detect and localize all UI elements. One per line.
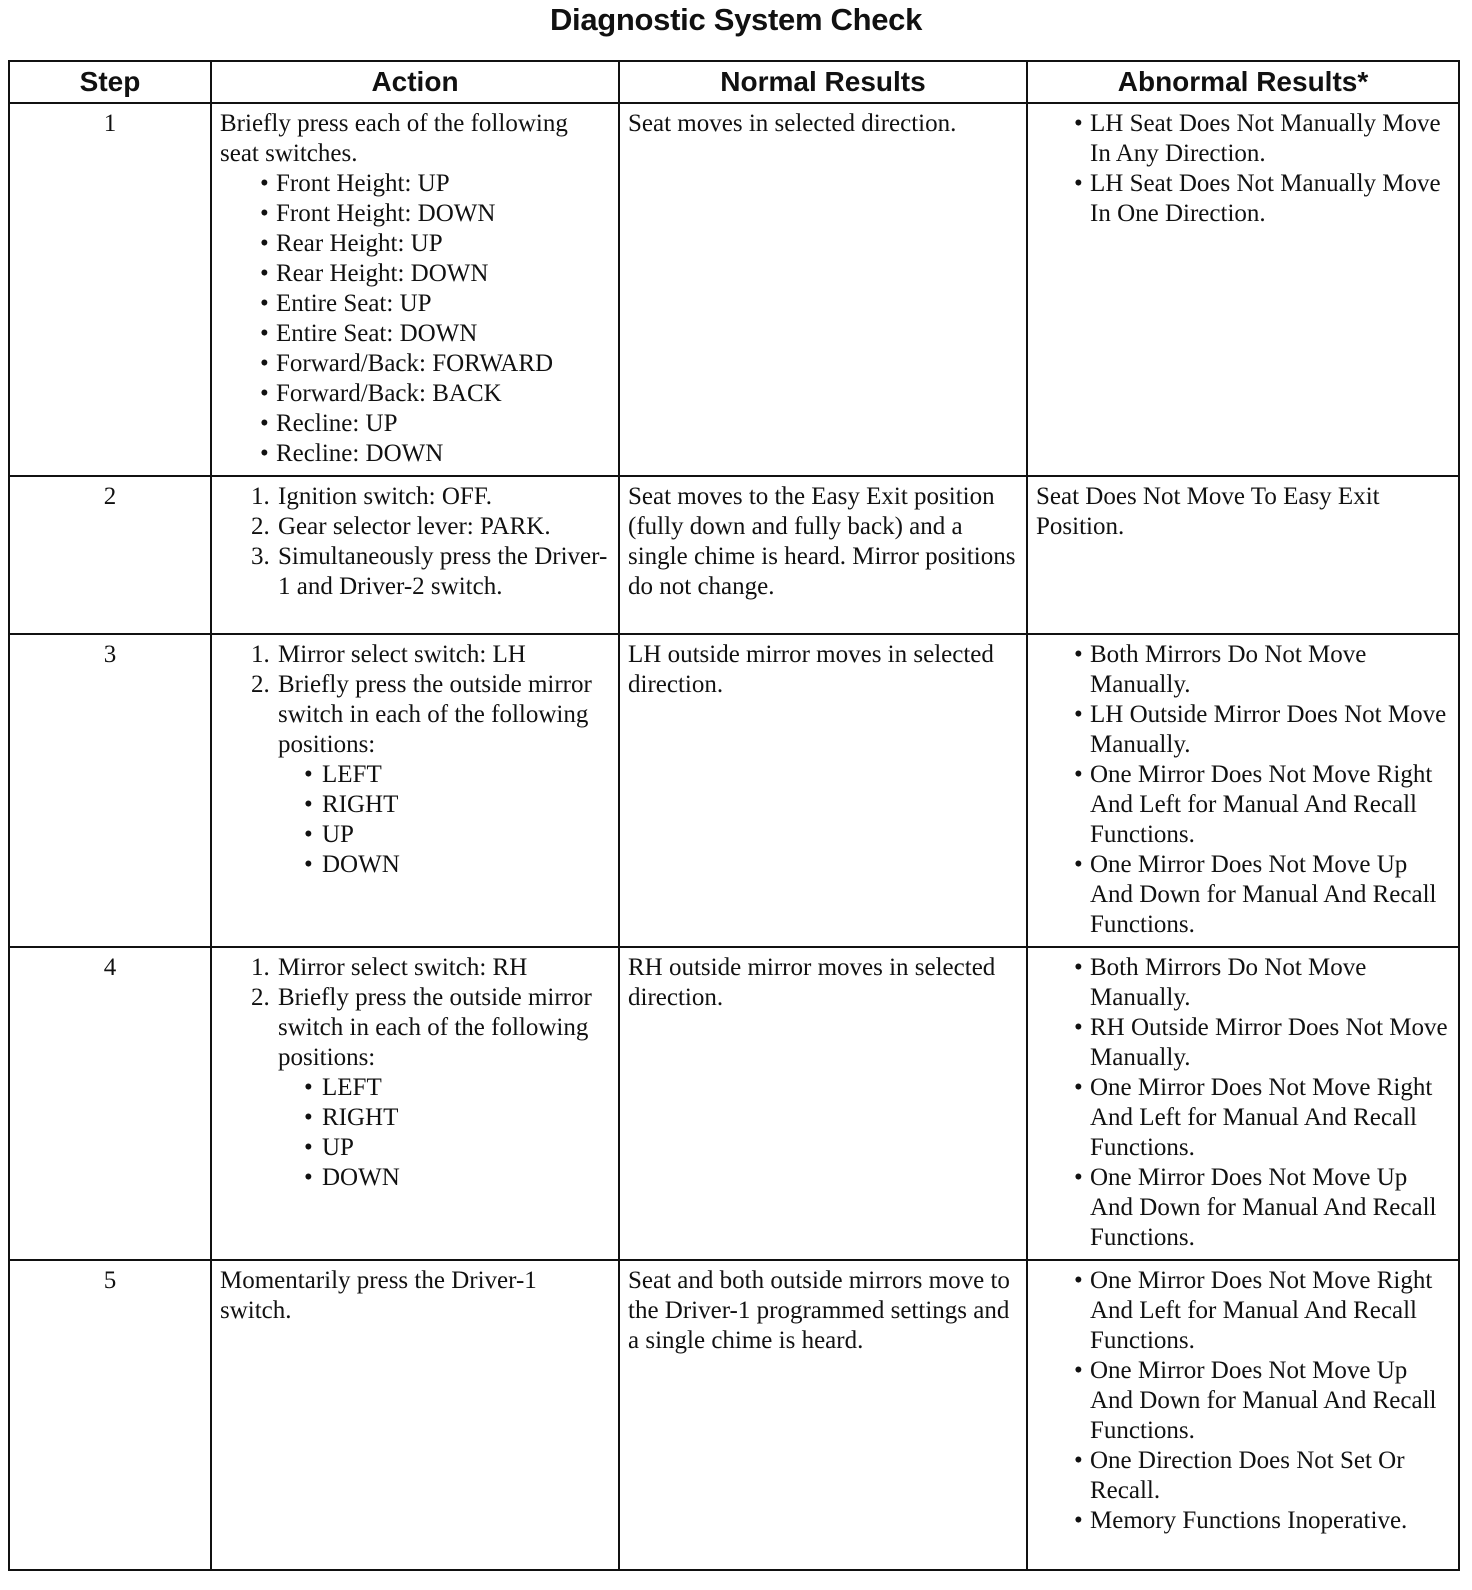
table-row-step-1 [9, 103, 1459, 476]
abnormal-list [1036, 1266, 1450, 1536]
abnormal-results-cell [1027, 1260, 1459, 1570]
list-item: • One Mirror Does Not Move Up And Down for Manual And Recall Functions. [1090, 1163, 1450, 1253]
list-item: • LEFT [320, 760, 610, 790]
list-item: • One Mirror Does Not Move Right And Left for Manual And Recall Functions. [1090, 1073, 1450, 1163]
list-item: • Rear Height: DOWN [276, 259, 610, 289]
list-item: • RH Outside Mirror Does Not Move Manually. [1090, 1013, 1450, 1073]
action-cell [211, 634, 619, 947]
list-item: • Entire Seat: UP [276, 289, 610, 319]
mirror-position-list [278, 760, 610, 880]
list-item: • Front Height: UP [276, 169, 610, 199]
header-row [9, 61, 1459, 103]
list-item: • DOWN [320, 850, 610, 880]
normal-results-cell: Seat and both outside mirrors move to the Driver-1 programmed settings and a single chime is heard. [619, 1260, 1027, 1570]
list-item: 1. Ignition switch: OFF. [276, 482, 610, 512]
step-number: 5 [9, 1260, 211, 1570]
header-abnormal-results: Abnormal Results* [1027, 61, 1459, 103]
list-item: • Rear Height: UP [276, 229, 610, 259]
list-item-text: Briefly press the outside mirror switch in each of the following positions: [278, 984, 592, 1071]
action-cell: Momentarily press the Driver-1 switch. [211, 1260, 619, 1570]
abnormal-results-cell: Seat Does Not Move To Easy Exit Position. [1027, 476, 1459, 634]
normal-results-cell: RH outside mirror moves in selected direction. [619, 947, 1027, 1260]
seat-switch-list [220, 169, 610, 469]
normal-results-cell: Seat moves to the Easy Exit position (fully down and fully back) and a single chime is heard. Mirror positions do not change. [619, 476, 1027, 634]
list-item: • Forward/Back: FORWARD [276, 349, 610, 379]
list-item: • One Mirror Does Not Move Up And Down for Manual And Recall Functions. [1090, 1356, 1450, 1446]
list-item: • One Mirror Does Not Move Right And Left for Manual And Recall Functions. [1090, 760, 1450, 850]
action-steps-list [220, 482, 610, 602]
action-cell [211, 103, 619, 476]
list-item: • One Mirror Does Not Move Up And Down for Manual And Recall Functions. [1090, 850, 1450, 940]
action-steps-list [220, 953, 610, 1193]
list-item: • Both Mirrors Do Not Move Manually. [1090, 953, 1450, 1013]
list-item: • Front Height: DOWN [276, 199, 610, 229]
page-title: Diagnostic System Check [549, 2, 923, 37]
list-item: • UP [320, 820, 610, 850]
abnormal-results-cell [1027, 103, 1459, 476]
list-item: • Memory Functions Inoperative. [1090, 1506, 1450, 1536]
table-row-step-4 [9, 947, 1459, 1260]
header-action: Action [211, 61, 619, 103]
list-item: • Forward/Back: BACK [276, 379, 610, 409]
list-item: • One Mirror Does Not Move Right And Left for Manual And Recall Functions. [1090, 1266, 1450, 1356]
list-item: • UP [320, 1133, 610, 1163]
list-item: 1. Mirror select switch: LH [276, 640, 610, 670]
list-item: • LH Seat Does Not Manually Move In One Direction. [1090, 169, 1450, 229]
abnormal-results-cell [1027, 947, 1459, 1260]
header-normal-results: Normal Results [619, 61, 1027, 103]
list-item: • Recline: UP [276, 409, 610, 439]
table-row-step-5 [9, 1260, 1459, 1570]
list-item: • LH Outside Mirror Does Not Move Manually. [1090, 700, 1450, 760]
normal-results-cell: LH outside mirror moves in selected direction. [619, 634, 1027, 947]
list-item: • Recline: DOWN [276, 439, 610, 469]
action-cell [211, 947, 619, 1260]
list-item [276, 983, 610, 1193]
list-item: 3. Simultaneously press the Driver-1 and Driver-2 switch. [276, 542, 610, 602]
list-item-text: Briefly press the outside mirror switch in each of the following positions: [278, 671, 592, 758]
action-text: Briefly press each of the following seat switches. [220, 110, 568, 167]
list-item: • LH Seat Does Not Manually Move In Any Direction. [1090, 109, 1450, 169]
list-item: • RIGHT [320, 790, 610, 820]
step-number: 2 [9, 476, 211, 634]
list-item: • Entire Seat: DOWN [276, 319, 610, 349]
list-item: 2. Gear selector lever: PARK. [276, 512, 610, 542]
diagnostic-table [8, 60, 1460, 1571]
step-number: 3 [9, 634, 211, 947]
list-item: • RIGHT [320, 1103, 610, 1133]
step-number: 4 [9, 947, 211, 1260]
step-number: 1 [9, 103, 211, 476]
list-item: • DOWN [320, 1163, 610, 1193]
table-row-step-2 [9, 476, 1459, 634]
abnormal-list [1036, 640, 1450, 940]
abnormal-list [1036, 953, 1450, 1253]
abnormal-results-cell [1027, 634, 1459, 947]
header-step: Step [9, 61, 211, 103]
list-item: • LEFT [320, 1073, 610, 1103]
list-item: • Both Mirrors Do Not Move Manually. [1090, 640, 1450, 700]
action-steps-list [220, 640, 610, 880]
list-item: 1. Mirror select switch: RH [276, 953, 610, 983]
list-item: • One Direction Does Not Set Or Recall. [1090, 1446, 1450, 1506]
table-row-step-3 [9, 634, 1459, 947]
action-cell [211, 476, 619, 634]
list-item [276, 670, 610, 880]
mirror-position-list [278, 1073, 610, 1193]
abnormal-list [1036, 109, 1450, 229]
normal-results-cell: Seat moves in selected direction. [619, 103, 1027, 476]
